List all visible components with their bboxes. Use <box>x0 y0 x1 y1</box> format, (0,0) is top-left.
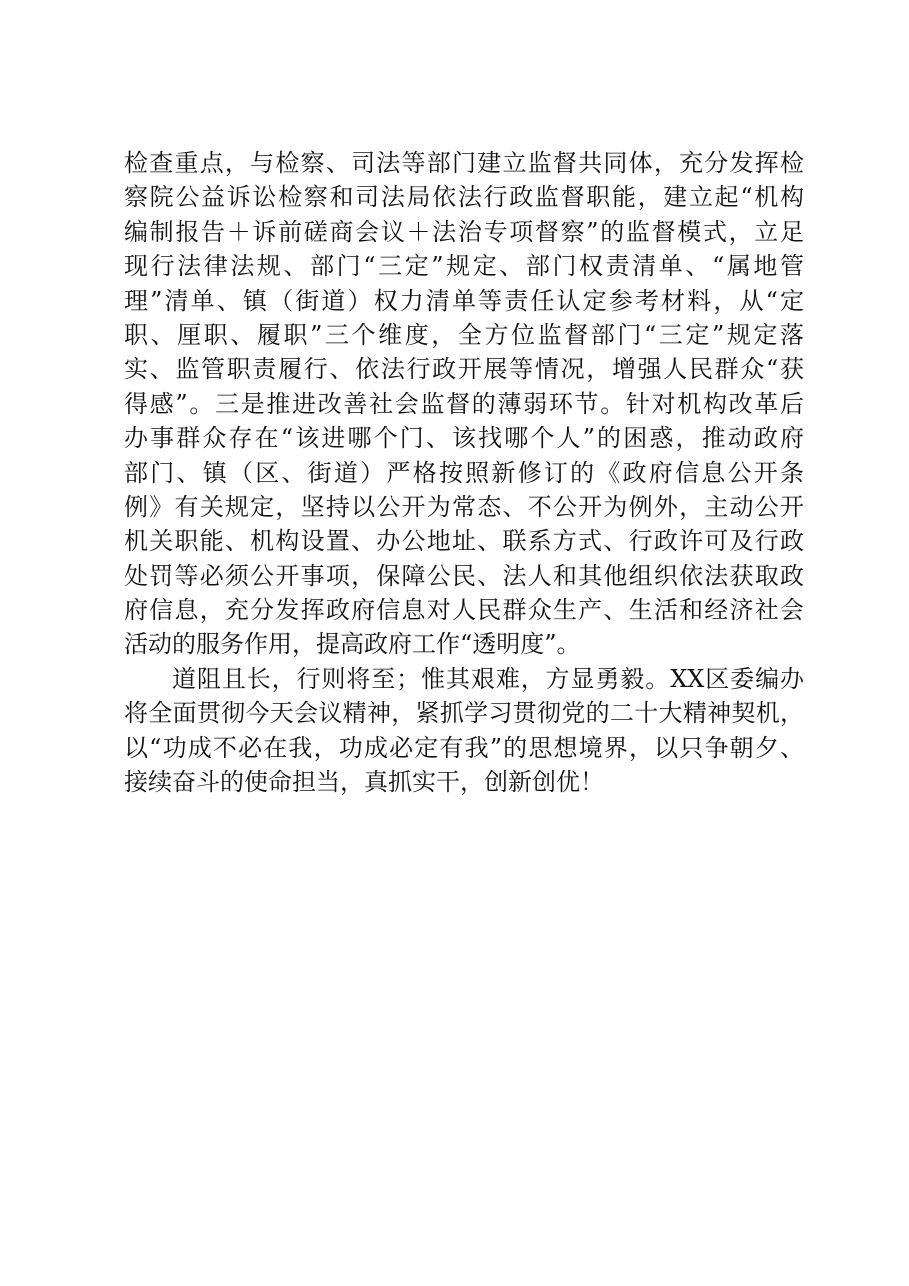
paragraph-2 <box>124 662 804 800</box>
text-line: 察院公益诉讼检察和司法局依法行政监督职能，建立起“机构 <box>124 183 804 212</box>
text-line: 部门、镇（区、街道）严格按照新修订的《政府信息公开条 <box>124 458 804 487</box>
text-line: 道阻且长，行则将至；惟其艰难，方显勇毅。XX区委编办 <box>172 664 804 693</box>
text-line: 现行法律法规、部门“三定”规定、部门权责清单、“属地管 <box>124 252 804 281</box>
paragraph-1 <box>124 146 804 662</box>
document-body <box>124 146 804 799</box>
text-line: 理”清单、镇（街道）权力清单等责任认定参考材料，从“定 <box>124 286 804 315</box>
text-line: 接续奋斗的使命担当，真抓实干，创新创优！ <box>124 768 604 797</box>
text-line: 例》有关规定，坚持以公开为常态、不公开为例外，主动公开 <box>124 492 804 521</box>
text-line: 编制报告＋诉前磋商会议＋法治专项督察”的监督模式，立足 <box>124 217 804 246</box>
text-line: 以“功成不必在我，功成必定有我”的思想境界，以只争朝夕、 <box>124 733 804 762</box>
text-line: 处罚等必须公开事项，保障公民、法人和其他组织依法获取政 <box>124 561 804 590</box>
text-line: 机关职能、机构设置、办公地址、联系方式、行政许可及行政 <box>124 527 804 556</box>
text-line: 得感”。三是推进改善社会监督的薄弱环节。针对机构改革后 <box>124 389 804 418</box>
text-line: 职、厘职、履职”三个维度，全方位监督部门“三定”规定落 <box>124 320 804 349</box>
text-line: 检查重点，与检察、司法等部门建立监督共同体，充分发挥检 <box>124 149 804 177</box>
text-line: 活动的服务作用，提高政府工作“透明度”。 <box>124 630 581 659</box>
text-line: 实、监管职责履行、依法行政开展等情况，增强人民群众“获 <box>124 355 804 384</box>
text-line: 府信息，充分发挥政府信息对人民群众生产、生活和经济社会 <box>124 596 804 625</box>
text-line: 办事群众存在“该进哪个门、该找哪个人”的困惑，推动政府 <box>124 424 804 453</box>
text-line: 将全面贯彻今天会议精神，紧抓学习贯彻党的二十大精神契机， <box>124 699 804 728</box>
